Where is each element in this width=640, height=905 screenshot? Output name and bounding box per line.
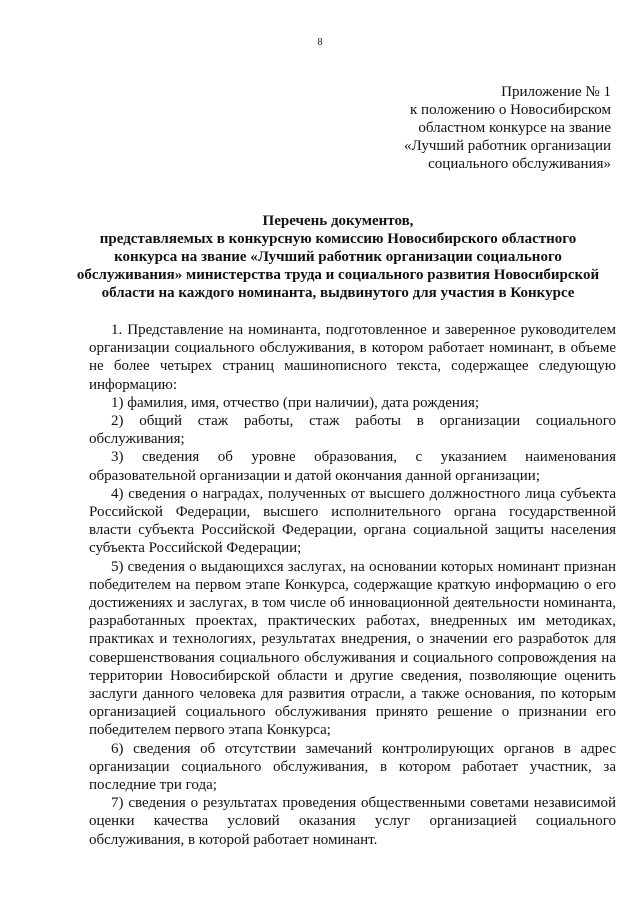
appendix-line: к положению о Новосибирском <box>410 102 611 118</box>
appendix-header <box>351 83 611 173</box>
list-item-1-full-name: 1) фамилия, имя, отчество (при наличии), дата рождения; <box>111 394 480 411</box>
list-item-2-work-experience: 2) общий стаж работы, стаж работы в организации социального обслуживания; <box>89 413 616 448</box>
paragraph-1-representation: 1. Представление на номинанта, подготовленное и заверенное руководителем организации социального обслуживания, в котором работает номинант, в объеме не более четырех страниц машинописного текста, содержащее следующую информацию: <box>89 322 616 393</box>
title-line: представляемых в конкурсную комиссию Новосибирского областного <box>99 231 577 247</box>
list-item-6-no-remarks: 6) сведения об отсутствии замечаний контролирующих органов в адрес организации социального обслуживания, в котором работает участник, за последние три года; <box>89 740 616 794</box>
title-line: обслуживания» министерства труда и социального развития Новосибирской <box>76 267 600 283</box>
document-body <box>89 321 616 849</box>
list-item-7-quality-assessment: 7) сведения о результатах проведения общественными советами независимой оценки качества условий оказания услуг организацией социального обслуживания, в которой работает номинант. <box>89 795 616 848</box>
appendix-line: «Лучший работник организации <box>404 138 611 154</box>
appendix-line: Приложение № 1 <box>501 84 611 100</box>
appendix-line: социального обслуживания» <box>428 156 611 172</box>
list-item-5-achievements: 5) сведения о выдающихся заслугах, на основании которых номинант признан победителем на первом этапе Конкурса, содержащие краткую информацию о его достижениях и заслугах, в том числе об инновационной деятельности номинанта, разработанных проектах, практических работах, внедренных им методиках, практиках и технологиях, результатах внедрения, о значении его разработок для совершенствования социального обслуживания и социального сопровождения на территории Новосибирской области и другие сведения, позволяющие оценить заслуги данного человека для развития отрасли, а также основания, по которым организацией социального обслуживания принято решение о признании его победителем первого этапа Конкурса; <box>89 558 616 739</box>
appendix-line: областном конкурсе на звание <box>418 120 611 136</box>
title-line: конкурса на звание «Лучший работник организации социального <box>114 249 562 265</box>
title-line: Перечень документов, <box>262 213 414 229</box>
list-item-3-education: 3) сведения об уровне образования, с указанием наименования образовательной организации и датой окончания данной организации; <box>89 449 616 484</box>
document-title <box>60 212 616 302</box>
list-item-4-awards: 4) сведения о наградах, полученных от высшего должностного лица субъекта Российской Федерации, высшего исполнительного органа государственной власти субъекта Российской Федерации, органа социальной защиты населения субъекта Российской Федерации; <box>89 485 616 557</box>
title-line: области на каждого номинанта, выдвинутого для участия в Конкурсе <box>101 285 575 301</box>
page-number: 8 <box>317 37 323 48</box>
